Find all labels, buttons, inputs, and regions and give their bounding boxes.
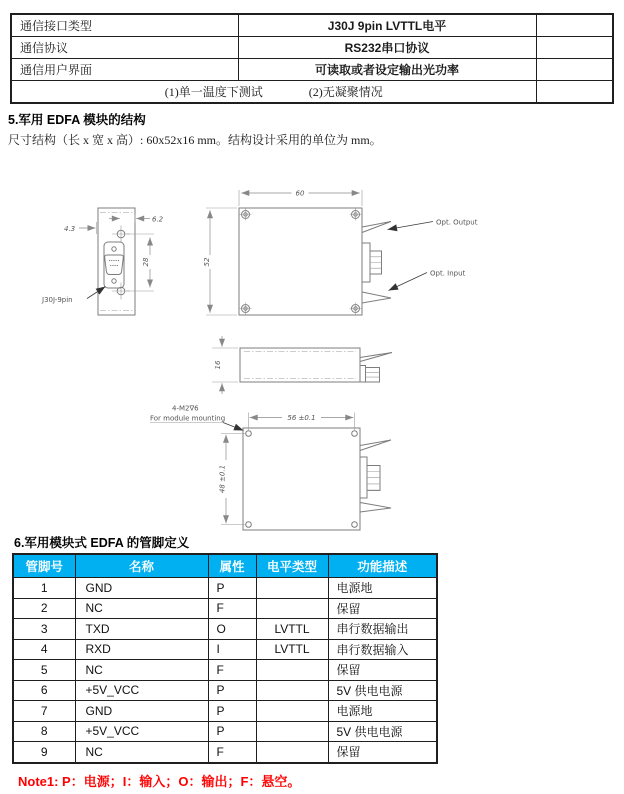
dim-4-3-label: 4.3	[64, 225, 76, 233]
spec-value-cell: RS232串口协议	[238, 37, 536, 59]
spec-value-cell: J30J 9pin LVTTL电平	[238, 14, 536, 37]
pin-level-type	[256, 721, 328, 742]
pin-level-type	[256, 598, 328, 619]
communication-spec-table	[10, 13, 614, 104]
spec-empty-cell	[536, 14, 613, 37]
dsub-connector-outline	[105, 255, 124, 275]
pin-number: 1	[13, 578, 75, 599]
spec-label-cell: 通信用户界面	[11, 59, 238, 81]
pin-name: TXD	[75, 619, 208, 640]
test-condition-1: (1)单一温度下测试	[164, 85, 263, 99]
table-row	[13, 639, 437, 660]
spec-empty-cell	[536, 59, 613, 81]
note: Note1: P：电源；I：输入；O：输出；F：悬空。	[18, 774, 301, 789]
pin-number: 6	[13, 680, 75, 701]
mounting-purpose-label: For module mounting	[150, 414, 226, 423]
pin-attribute: P	[208, 721, 256, 742]
spec-empty-cell	[536, 81, 613, 104]
table-row	[13, 701, 437, 722]
table-row	[13, 660, 437, 681]
table-header-row	[13, 554, 437, 578]
pin-level-type	[256, 742, 328, 763]
pin-name: RXD	[75, 639, 208, 660]
pin-level-type	[256, 660, 328, 681]
side-view-front	[41, 208, 164, 315]
pin-number: 4	[13, 639, 75, 660]
pin-attribute: I	[208, 639, 256, 660]
col-header-attribute: 属性	[208, 554, 256, 578]
pin-function: 电源地	[328, 578, 437, 599]
table-row	[13, 680, 437, 701]
pin-level-type	[256, 578, 328, 599]
pin-number: 7	[13, 701, 75, 722]
pin-function: 电源地	[328, 701, 437, 722]
table-row	[11, 59, 613, 81]
opt-input-label: Opt. Input	[430, 269, 466, 278]
side-elevation-view	[212, 336, 392, 394]
dim-52-label: 52	[203, 257, 211, 267]
col-header-pin-number: 管脚号	[13, 554, 75, 578]
pin-level-type: LVTTL	[256, 639, 328, 660]
table-row	[13, 578, 437, 599]
dim-16-label: 16	[214, 360, 222, 370]
pin-name: NC	[75, 598, 208, 619]
pin-attribute: F	[208, 742, 256, 763]
pin-function: 保留	[328, 598, 437, 619]
pin-level-type: LVTTL	[256, 619, 328, 640]
pin-function: 串行数据输入	[328, 639, 437, 660]
pin-name: +5V_VCC	[75, 680, 208, 701]
pin-number: 5	[13, 660, 75, 681]
pin-number: 8	[13, 721, 75, 742]
pin-level-type	[256, 701, 328, 722]
section-5-heading: 5.军用 EDFA 模块的结构	[8, 113, 146, 127]
pin-name: GND	[75, 701, 208, 722]
pin-function: 保留	[328, 660, 437, 681]
spec-label-cell: 通信协议	[11, 37, 238, 59]
mounting-spec-label: 4-M2∇6	[172, 404, 199, 413]
bottom-view	[150, 405, 391, 531]
pin-name: NC	[75, 660, 208, 681]
pin-number: 9	[13, 742, 75, 763]
table-row	[13, 742, 437, 763]
pin-function: 5V 供电电源	[328, 721, 437, 742]
dimension-description: 尺寸结构（长 x 宽 x 高）: 60x52x16 mm。结构设计采用的单位为 mm。	[8, 133, 382, 147]
table-row	[11, 81, 613, 104]
pin-number: 2	[13, 598, 75, 619]
pin-attribute: F	[208, 660, 256, 681]
table-row	[13, 619, 437, 640]
pin-attribute: F	[208, 598, 256, 619]
table-row	[11, 14, 613, 37]
corner-screws	[240, 209, 362, 315]
pin-attribute: P	[208, 578, 256, 599]
pin-definition-table	[12, 553, 438, 764]
pin-attribute: P	[208, 701, 256, 722]
col-header-name: 名称	[75, 554, 208, 578]
pin-number: 3	[13, 619, 75, 640]
table-row	[13, 598, 437, 619]
table-row	[13, 721, 437, 742]
top-view	[203, 190, 478, 316]
dim-60-label: 60	[295, 189, 305, 198]
mechanical-drawing	[0, 160, 624, 540]
spec-footer-cell	[11, 81, 536, 104]
pin-attribute: P	[208, 680, 256, 701]
col-header-function: 功能描述	[328, 554, 437, 578]
dim-28-label: 28	[142, 257, 150, 267]
pin-name: GND	[75, 578, 208, 599]
spec-value-cell: 可读取或者设定输出光功率	[238, 59, 536, 81]
opt-output-label: Opt. Output	[436, 218, 478, 227]
pin-function: 串行数据输出	[328, 619, 437, 640]
test-condition-2: (2)无凝聚情况	[308, 85, 383, 99]
section-6-heading: 6.军用模块式 EDFA 的管脚定义	[14, 536, 190, 550]
spec-empty-cell	[536, 37, 613, 59]
pin-name: +5V_VCC	[75, 721, 208, 742]
pin-function: 保留	[328, 742, 437, 763]
dim-6-2-label: 6.2	[152, 215, 164, 224]
spec-label-cell: 通信接口类型	[11, 14, 238, 37]
table-row	[11, 37, 613, 59]
dsub-pins	[109, 260, 119, 266]
dim-56-label: 56 ±0.1	[287, 414, 316, 422]
col-header-level-type: 电平类型	[256, 554, 328, 578]
pin-function: 5V 供电电源	[328, 680, 437, 701]
pin-level-type	[256, 680, 328, 701]
pin-name: NC	[75, 742, 208, 763]
dim-48-label: 48 ±0.1	[218, 464, 227, 494]
pin-attribute: O	[208, 619, 256, 640]
connector-label: J30J-9pin	[42, 296, 73, 304]
